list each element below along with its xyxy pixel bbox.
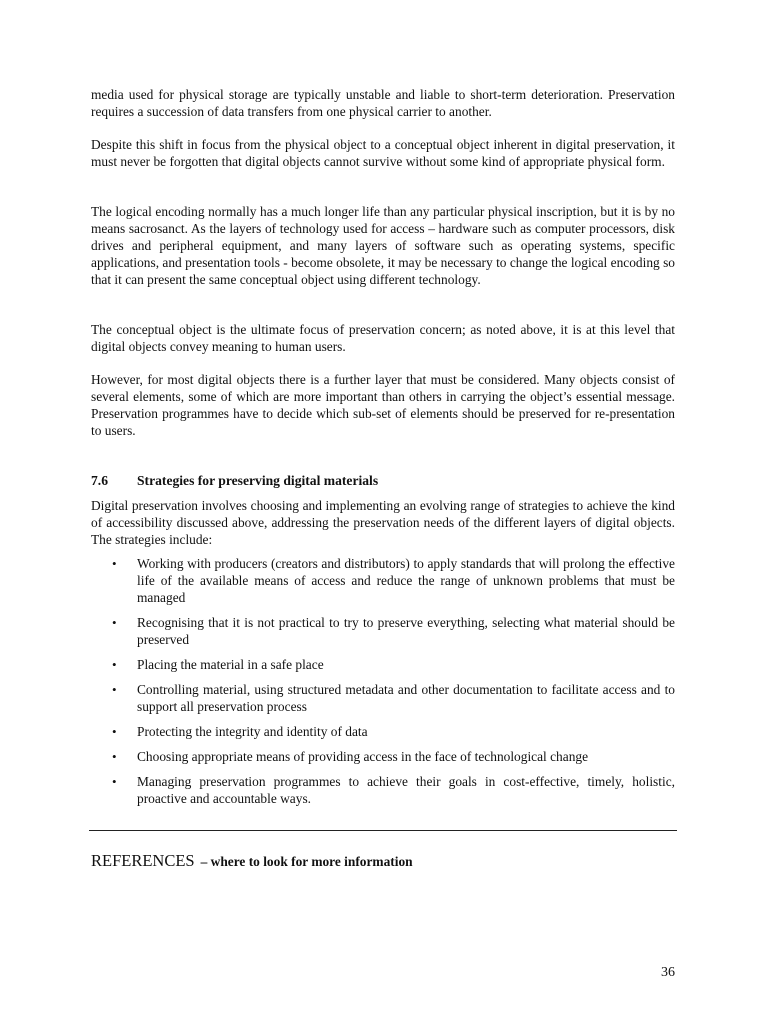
- list-item: [91, 656, 675, 673]
- paragraph-multiple-elements: However, for most digital objects there is a further layer that must be considered. Many objects consist of several elements, some of which are more important than others in carrying the object’s essential message. Preservation programmes have to decide which sub-set of elements should be preserved for re-presentation to users.: [91, 372, 675, 438]
- references-subtitle: – where to look for more information: [200, 854, 413, 869]
- list-item: [91, 555, 675, 606]
- references-heading: [91, 849, 675, 872]
- list-item: [91, 723, 675, 740]
- bullet-icon: •: [112, 657, 117, 672]
- section-number: 7.6: [91, 473, 108, 488]
- section-title: Strategies for preserving digital materials: [137, 473, 379, 488]
- bullet-icon: •: [112, 615, 117, 630]
- paragraph-physical-storage: media used for physical storage are typically unstable and liable to short-term deterioration. Preservation requires a succession of data transfers from one physical carrier to another.: [91, 87, 675, 119]
- section-intro: Digital preservation involves choosing and implementing an evolving range of strategies to achieve the kind of accessibility discussed above, addressing the preservation needs of the different layers of digital objects. The strategies include:: [91, 498, 675, 547]
- bullet-icon: •: [112, 774, 117, 789]
- list-item: [91, 773, 675, 807]
- references-label: REFERENCES: [91, 851, 195, 870]
- list-item: [91, 748, 675, 765]
- page-number: 36: [661, 965, 675, 980]
- horizontal-divider: [89, 830, 677, 831]
- bullet-icon: •: [112, 749, 117, 764]
- bullet-icon: •: [112, 724, 117, 739]
- section-heading: [91, 472, 675, 490]
- paragraph-physical-form: Despite this shift in focus from the physical object to a conceptual object inherent in digital preservation, it must never be forgotten that digital objects cannot survive without some kind of appropriate physical form.: [91, 137, 675, 169]
- list-item-text: Choosing appropriate means of providing access in the face of technological change: [137, 749, 589, 764]
- list-item-text: Placing the material in a safe place: [137, 657, 324, 672]
- list-item-text: Working with producers (creators and distributors) to apply standards that will prolong the effective life of the available means of access and reduce the range of unknown problems that must be managed: [137, 556, 675, 605]
- bullet-icon: •: [112, 682, 117, 697]
- paragraph-logical-encoding: The logical encoding normally has a much longer life than any particular physical inscription, but it is by no means sacrosanct. As the layers of technology used for access – hardware such as computer processors, disk drives and peripheral equipment, and many layers of software such as operating systems, specific applications, and presentation tools - become obsolete, it may be necessary to change the logical encoding so that it can present the same conceptual object using different technology.: [91, 204, 675, 287]
- strategy-list: [91, 555, 675, 815]
- paragraph-conceptual-object: The conceptual object is the ultimate focus of preservation concern; as noted above, it is at this level that digital objects convey meaning to human users.: [91, 322, 675, 354]
- list-item-text: Recognising that it is not practical to try to preserve everything, selecting what material should be preserved: [137, 615, 675, 647]
- list-item-text: Managing preservation programmes to achieve their goals in cost-effective, timely, holistic, proactive and accountable ways.: [137, 774, 675, 806]
- list-item: [91, 614, 675, 648]
- list-item: [91, 681, 675, 715]
- bullet-icon: •: [112, 556, 117, 571]
- list-item-text: Protecting the integrity and identity of data: [137, 724, 368, 739]
- list-item-text: Controlling material, using structured metadata and other documentation to facilitate access and to support all preservation process: [137, 682, 675, 714]
